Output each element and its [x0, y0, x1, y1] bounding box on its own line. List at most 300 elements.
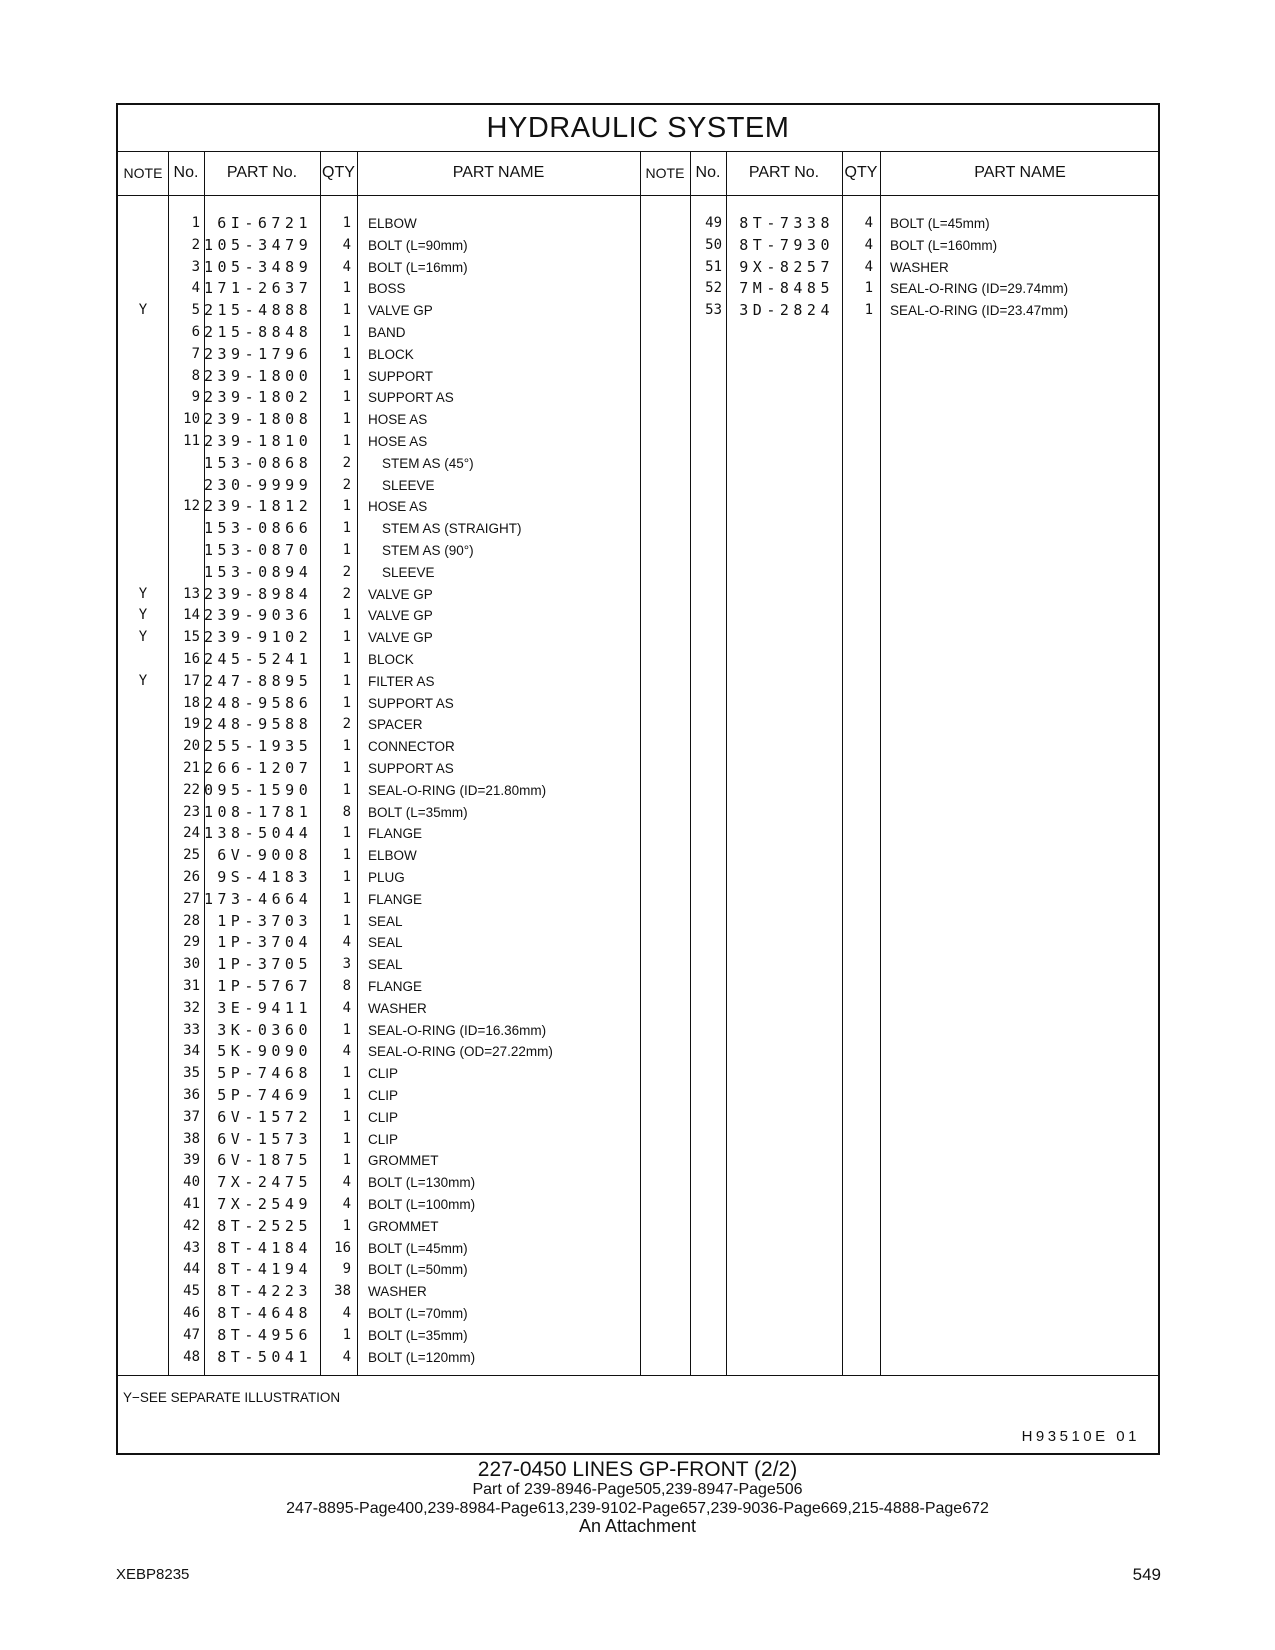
table-row: [118, 1194, 1158, 1216]
item-no-cell: 20: [183, 738, 200, 755]
item-no-cell: 1: [191, 215, 200, 231]
part-name-cell: BOLT (L=45mm): [890, 216, 990, 231]
item-no-cell: 43: [183, 1239, 200, 1256]
part-name-cell: BOSS: [368, 281, 406, 297]
part-no-cell: 095-1590: [204, 780, 313, 799]
table-row: [118, 562, 1158, 584]
item-no-cell: 36: [183, 1087, 200, 1103]
part-name-cell: SEAL: [368, 935, 403, 951]
header-note: NOTE: [123, 165, 163, 181]
part-name-cell: CONNECTOR: [368, 739, 455, 755]
qty-cell: 1: [342, 847, 351, 864]
qty-cell: 2: [342, 563, 351, 580]
part-name-cell: SUPPORT AS: [368, 761, 454, 776]
item-no-cell: 34: [183, 1043, 200, 1060]
parts-table-frame: [116, 103, 1160, 1455]
part-no-cell: 230-9999: [204, 475, 313, 494]
table-row: [118, 1259, 1158, 1281]
item-no-cell: 26: [183, 869, 200, 885]
part-name-cell: BLOCK: [368, 652, 414, 667]
qty-cell: 1: [342, 890, 351, 907]
item-no-cell: 14: [183, 607, 200, 624]
qty-cell: 1: [342, 825, 351, 842]
part-name-cell: SEAL-O-RING (ID=21.80mm): [368, 782, 547, 798]
item-no-cell: 40: [183, 1174, 200, 1191]
table-row: [118, 235, 1158, 257]
part-name-cell: BOLT (L=160mm): [890, 237, 998, 253]
part-no-cell: 153-0866: [204, 519, 313, 538]
qty-cell: 3: [342, 956, 351, 973]
table-title: HYDRAULIC SYSTEM: [486, 112, 790, 144]
table-row: [118, 518, 1158, 540]
item-no-cell: 48: [183, 1348, 200, 1365]
part-no-cell: 3D-2824: [739, 301, 834, 320]
item-no-cell: 19: [183, 716, 200, 733]
part-name-cell: SLEEVE: [382, 477, 435, 493]
part-no-cell: 1P-5767: [217, 977, 312, 995]
table-row: [118, 932, 1158, 954]
item-no-cell: 46: [183, 1305, 200, 1321]
qty-cell: 1: [342, 1130, 351, 1147]
item-no-cell: 6: [191, 324, 200, 340]
item-no-cell: 2: [191, 236, 200, 253]
note-cell: Y: [138, 672, 148, 689]
item-no-cell: 33: [183, 1021, 200, 1038]
part-name-cell: STEM AS (90°): [382, 543, 474, 558]
part-no-cell: 171-2637: [204, 279, 313, 298]
table-row: [118, 496, 1158, 518]
part-no-cell: 3K-0360: [217, 1020, 312, 1039]
item-no-cell: 21: [183, 760, 200, 776]
part-name-cell: BOLT (L=130mm): [368, 1175, 476, 1191]
part-name-cell: VALVE GP: [368, 608, 433, 624]
qty-cell: 4: [342, 934, 351, 951]
table-row: [118, 823, 1158, 845]
part-no-cell: 9S-4183: [217, 868, 312, 886]
part-no-cell: 153-0868: [204, 453, 313, 472]
part-name-cell: ELBOW: [368, 848, 417, 864]
qty-cell: 4: [342, 1305, 351, 1321]
table-row: [118, 693, 1158, 715]
table-row: [118, 1281, 1158, 1303]
table-row: [118, 649, 1158, 671]
part-no-cell: 8T-5041: [217, 1347, 312, 1366]
part-no-cell: 6V-1572: [217, 1107, 312, 1126]
caption-attachment: An Attachment: [578, 1516, 697, 1536]
table-row: [118, 300, 1158, 322]
part-name-cell: BAND: [368, 325, 406, 340]
part-name-cell: HOSE AS: [368, 434, 428, 449]
header-no: No.: [695, 164, 721, 181]
part-no-cell: 6V-9008: [217, 846, 312, 865]
part-name-cell: SLEEVE: [382, 564, 435, 580]
qty-cell: 38: [334, 1283, 351, 1300]
part-name-cell: VALVE GP: [368, 630, 433, 646]
table-row: [118, 540, 1158, 562]
header-qty: QTY: [322, 164, 355, 181]
item-no-cell: 35: [183, 1065, 200, 1082]
qty-cell: 1: [342, 324, 351, 340]
qty-cell: 1: [342, 912, 351, 929]
qty-cell: 1: [342, 1217, 351, 1234]
qty-cell: 1: [342, 1108, 351, 1125]
reference-code: H93510E 01: [1021, 1428, 1140, 1445]
part-name-cell: BOLT (L=45mm): [368, 1240, 468, 1256]
item-no-cell: 41: [183, 1196, 200, 1212]
note-cell: Y: [138, 629, 148, 646]
part-name-cell: SEAL-O-RING (ID=29.74mm): [890, 281, 1069, 297]
qty-cell: 4: [342, 1174, 351, 1191]
item-no-cell: 50: [705, 236, 722, 253]
part-no-cell: 215-8848: [204, 323, 313, 341]
item-no-cell: 25: [183, 847, 200, 864]
part-no-cell: 255-1935: [204, 737, 313, 756]
part-no-cell: 239-1808: [204, 410, 313, 429]
part-name-cell: FILTER AS: [368, 673, 435, 689]
table-row: [118, 387, 1158, 409]
part-no-cell: 173-4664: [204, 889, 313, 908]
part-name-cell: STEM AS (45°): [382, 455, 474, 471]
caption-group-title: 227-0450 LINES GP-FRONT (2/2): [477, 1458, 798, 1481]
table-row: [118, 322, 1158, 344]
part-no-cell: 108-1781: [204, 802, 313, 821]
part-name-cell: BOLT (L=90mm): [368, 237, 468, 253]
part-no-cell: 245-5241: [204, 650, 313, 668]
part-name-cell: SEAL-O-RING (ID=16.36mm): [368, 1022, 547, 1038]
part-name-cell: SEAL-O-RING (OD=27.22mm): [368, 1044, 553, 1060]
table-row: [118, 257, 1158, 279]
table-row: [118, 867, 1158, 889]
item-no-cell: 39: [183, 1152, 200, 1169]
part-no-cell: 8T-4194: [217, 1260, 312, 1279]
qty-cell: 2: [342, 716, 351, 733]
part-name-cell: VALVE GP: [368, 586, 433, 602]
part-name-cell: BLOCK: [368, 346, 414, 362]
table-row: [118, 1085, 1158, 1107]
qty-cell: 1: [342, 1152, 351, 1169]
page-number: 549: [1132, 1565, 1161, 1584]
item-no-cell: 22: [183, 781, 200, 798]
part-name-cell: GROMMET: [368, 1153, 439, 1169]
item-no-cell: 10: [183, 411, 200, 428]
caption-part-of: Part of 239-8946-Page505,239-8947-Page506: [472, 1481, 803, 1498]
item-no-cell: 7: [191, 345, 200, 362]
qty-cell: 2: [342, 476, 351, 493]
qty-cell: 1: [342, 672, 351, 689]
table-row: [118, 1238, 1158, 1260]
item-no-cell: 23: [183, 803, 200, 820]
qty-cell: 8: [342, 803, 351, 820]
part-no-cell: 5K-9090: [217, 1042, 312, 1061]
item-no-cell: 9: [191, 389, 200, 406]
part-name-cell: SUPPORT AS: [368, 695, 454, 711]
item-no-cell: 32: [183, 999, 200, 1016]
qty-cell: 1: [342, 542, 351, 558]
header-part-name: PART NAME: [974, 164, 1066, 181]
item-no-cell: 18: [183, 694, 200, 711]
table-row: [118, 278, 1158, 300]
note-cell: Y: [138, 607, 148, 624]
item-no-cell: 53: [705, 302, 722, 319]
part-no-cell: 239-1800: [204, 366, 313, 385]
part-no-cell: 248-9586: [204, 693, 313, 712]
table-row: [118, 758, 1158, 780]
table-row: [118, 605, 1158, 627]
qty-cell: 1: [342, 280, 351, 297]
item-no-cell: 28: [183, 912, 200, 929]
qty-cell: 1: [342, 629, 351, 646]
header-no: No.: [173, 164, 199, 181]
table-row: [118, 714, 1158, 736]
item-no-cell: 49: [705, 215, 722, 231]
header-part-no: PART No.: [748, 164, 820, 181]
item-no-cell: 45: [183, 1283, 200, 1300]
qty-cell: 4: [342, 1348, 351, 1365]
part-name-cell: BOLT (L=120mm): [368, 1349, 476, 1365]
note-cell: Y: [138, 585, 148, 602]
part-no-cell: 6I-6721: [217, 214, 312, 232]
item-no-cell: 29: [183, 934, 200, 951]
qty-cell: 1: [342, 738, 351, 755]
qty-cell: 1: [342, 1326, 351, 1343]
table-row: [118, 954, 1158, 976]
part-name-cell: HOSE AS: [368, 412, 428, 428]
part-name-cell: HOSE AS: [368, 499, 428, 515]
part-no-cell: 8T-7338: [739, 214, 834, 232]
part-no-cell: 239-1810: [204, 432, 313, 450]
part-no-cell: 8T-4648: [217, 1304, 312, 1322]
part-no-cell: 239-1796: [204, 344, 313, 363]
table-row: [118, 976, 1158, 998]
table-row: [118, 409, 1158, 431]
part-name-cell: VALVE GP: [368, 303, 433, 319]
caption-references: 247-8895-Page400,239-8984-Page613,239-9102-Page657,239-9036-Page669,215-4888-Page672: [286, 1500, 989, 1517]
qty-cell: 1: [342, 760, 351, 776]
part-name-cell: FLANGE: [368, 826, 423, 842]
part-name-cell: SEAL-O-RING (ID=23.47mm): [890, 303, 1069, 319]
part-no-cell: 105-3489: [204, 257, 313, 276]
table-row: [118, 1063, 1158, 1085]
table-row: [118, 845, 1158, 867]
part-name-cell: WASHER: [368, 1284, 427, 1300]
part-name-cell: SEAL: [368, 913, 403, 929]
qty-cell: 4: [342, 1196, 351, 1212]
table-row: [118, 1325, 1158, 1347]
qty-cell: 1: [342, 302, 351, 319]
header-part-name: PART NAME: [452, 164, 545, 181]
item-no-cell: 47: [183, 1326, 200, 1343]
qty-cell: 1: [342, 520, 351, 537]
table-row: [118, 475, 1158, 497]
part-no-cell: 7X-2475: [217, 1173, 312, 1192]
part-name-cell: SEAL: [368, 957, 403, 973]
item-no-cell: 15: [183, 629, 200, 646]
qty-cell: 2: [342, 454, 351, 471]
table-row: [118, 344, 1158, 366]
part-no-cell: 247-8895: [204, 671, 313, 690]
item-no-cell: 37: [183, 1108, 200, 1125]
part-no-cell: 5P-7469: [217, 1086, 312, 1104]
part-no-cell: 1P-3705: [217, 955, 312, 974]
part-no-cell: 8T-2525: [217, 1216, 312, 1235]
part-name-cell: CLIP: [368, 1109, 399, 1125]
qty-cell: 1: [864, 302, 873, 319]
part-name-cell: BOLT (L=100mm): [368, 1197, 476, 1212]
part-no-cell: 1P-3704: [217, 933, 312, 952]
item-no-cell: 11: [183, 433, 200, 449]
header-qty: QTY: [844, 164, 878, 181]
qty-cell: 4: [342, 999, 351, 1016]
qty-cell: 9: [342, 1261, 351, 1278]
qty-cell: 1: [342, 1065, 351, 1082]
part-name-cell: BOLT (L=35mm): [368, 804, 468, 820]
table-row: [118, 1020, 1158, 1042]
table-row: [118, 366, 1158, 388]
part-name-cell: SUPPORT: [368, 368, 434, 384]
item-no-cell: 44: [183, 1261, 200, 1278]
part-name-cell: GROMMET: [368, 1218, 439, 1234]
qty-cell: 1: [342, 389, 351, 406]
part-no-cell: 7X-2549: [217, 1195, 312, 1213]
header-part-no: PART No.: [226, 164, 298, 181]
item-no-cell: 4: [191, 280, 200, 297]
part-no-cell: 7M-8485: [739, 279, 834, 298]
qty-cell: 1: [342, 345, 351, 362]
part-no-cell: 105-3479: [204, 235, 313, 254]
part-no-cell: 215-4888: [204, 301, 313, 320]
part-name-cell: SUPPORT AS: [368, 390, 454, 406]
item-no-cell: 24: [183, 825, 200, 842]
part-no-cell: 8T-4956: [217, 1325, 312, 1344]
part-name-cell: WASHER: [890, 259, 949, 275]
part-name-cell: SPACER: [368, 717, 423, 733]
qty-cell: 1: [342, 869, 351, 885]
qty-cell: 1: [342, 1087, 351, 1103]
table-row: [118, 1347, 1158, 1369]
table-row: [118, 1150, 1158, 1172]
item-no-cell: 51: [705, 258, 722, 275]
qty-cell: 4: [864, 258, 873, 275]
part-no-cell: 266-1207: [204, 759, 313, 777]
item-no-cell: 8: [191, 367, 200, 384]
qty-cell: 4: [342, 236, 351, 253]
part-no-cell: 5P-7468: [217, 1064, 312, 1083]
part-name-cell: BOLT (L=16mm): [368, 259, 468, 275]
part-no-cell: 8T-7930: [739, 235, 834, 254]
part-no-cell: 239-1812: [204, 497, 313, 516]
qty-cell: 1: [342, 1021, 351, 1038]
part-name-cell: FLANGE: [368, 891, 423, 907]
table-row: [118, 1129, 1158, 1151]
item-no-cell: 27: [183, 890, 200, 907]
table-row: [118, 736, 1158, 758]
qty-cell: 1: [342, 215, 351, 231]
item-no-cell: 3: [191, 258, 200, 275]
table-row: [118, 431, 1158, 453]
item-no-cell: 16: [183, 651, 200, 667]
item-no-cell: 5: [191, 302, 200, 319]
part-name-cell: CLIP: [368, 1088, 399, 1103]
item-no-cell: 52: [705, 280, 722, 297]
qty-cell: 1: [342, 367, 351, 384]
table-row: [118, 453, 1158, 475]
table-row: [118, 1041, 1158, 1063]
part-name-cell: PLUG: [368, 870, 405, 885]
qty-cell: 4: [342, 1043, 351, 1060]
part-name-cell: WASHER: [368, 1000, 427, 1016]
qty-cell: 2: [342, 585, 351, 602]
divider: [118, 195, 1158, 196]
item-no-cell: 17: [183, 672, 200, 689]
note-cell: Y: [138, 302, 148, 319]
part-name-cell: ELBOW: [368, 216, 417, 231]
divider: [118, 1375, 1158, 1376]
table-row: [118, 627, 1158, 649]
part-no-cell: 6V-1875: [217, 1151, 312, 1170]
table-row: [118, 213, 1158, 235]
table-row: [118, 1172, 1158, 1194]
part-no-cell: 239-8984: [204, 584, 313, 603]
table-row: [118, 1107, 1158, 1129]
part-name-cell: FLANGE: [368, 979, 423, 994]
item-no-cell: 38: [183, 1130, 200, 1147]
qty-cell: 1: [864, 280, 873, 297]
part-name-cell: STEM AS (STRAIGHT): [382, 521, 522, 537]
qty-cell: 4: [864, 236, 873, 253]
table-row: [118, 671, 1158, 693]
item-no-cell: 30: [183, 956, 200, 973]
document-id: XEBP8235: [116, 1566, 190, 1583]
qty-cell: 1: [342, 433, 351, 449]
part-no-cell: 3E-9411: [217, 998, 312, 1017]
qty-cell: 16: [334, 1239, 351, 1256]
part-no-cell: 138-5044: [204, 824, 313, 843]
table-row: [118, 780, 1158, 802]
qty-cell: 4: [342, 258, 351, 275]
part-no-cell: 239-1802: [204, 388, 313, 407]
part-name-cell: CLIP: [368, 1131, 399, 1147]
qty-cell: 1: [342, 411, 351, 428]
qty-cell: 1: [342, 607, 351, 624]
part-name-cell: BOLT (L=50mm): [368, 1262, 468, 1278]
item-no-cell: 42: [183, 1217, 200, 1234]
table-row: [118, 1303, 1158, 1325]
header-note: NOTE: [645, 165, 685, 181]
table-row: [118, 1216, 1158, 1238]
qty-cell: 1: [342, 694, 351, 711]
part-no-cell: 248-9588: [204, 715, 313, 734]
table-row: [118, 802, 1158, 824]
part-name-cell: CLIP: [368, 1066, 399, 1082]
table-row: [118, 889, 1158, 911]
part-no-cell: 8T-4223: [217, 1282, 312, 1301]
part-no-cell: 153-0870: [204, 541, 313, 559]
part-name-cell: BOLT (L=70mm): [368, 1306, 468, 1321]
table-row: [118, 998, 1158, 1020]
part-no-cell: 9X-8257: [739, 257, 834, 276]
part-no-cell: 239-9102: [204, 628, 313, 647]
item-no-cell: 12: [183, 498, 200, 515]
part-no-cell: 6V-1573: [217, 1129, 312, 1148]
qty-cell: 1: [342, 781, 351, 798]
qty-cell: 8: [342, 978, 351, 994]
part-no-cell: 1P-3703: [217, 911, 312, 930]
table-row: [118, 584, 1158, 606]
part-no-cell: 153-0894: [204, 562, 313, 581]
qty-cell: 1: [342, 651, 351, 667]
qty-cell: 4: [864, 215, 873, 231]
footnote: Y−SEE SEPARATE ILLUSTRATION: [123, 1390, 341, 1405]
